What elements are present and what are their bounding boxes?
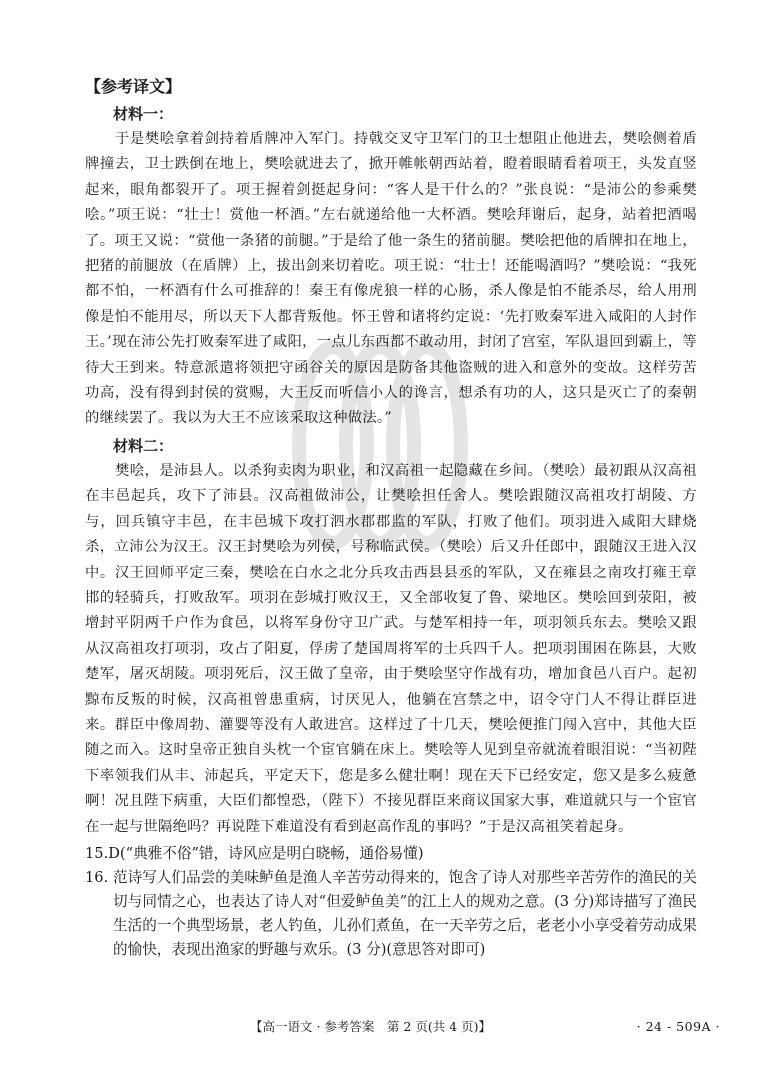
material-two-label: 材料二： [113,436,174,455]
answer-16-text: 范诗写人们品尝的美味鲈鱼是渔人辛苦劳动得来的，饱含了诗人对那些辛苦劳作的渔民的关切与同情之心，也表达了诗人对“但爱鲈鱼美”的江上人的规劝之意。(3 分)郑诗描写了渔民生活的一个典型场景，老人钓鱼，儿孙们煮鱼，在一天辛劳之后，老老小小享受着劳动成果的愉快，表现出渔家的野趣与欢乐。(3 分)(意思答对即可) [113,868,697,958]
answer-16 [85,866,697,962]
answer-15-number: 15. [85,844,109,862]
answer-content [85,74,697,962]
material-two-text: 樊哙，是沛县人。以杀狗卖肉为职业，和汉高祖一起隐藏在乡间。（樊哙）最初跟从汉高祖在丰邑起兵，攻下了沛县。汉高祖做沛公，让樊哙担任舍人。樊哙跟随汉高祖攻打胡陵、方与，回兵镇守丰邑，在丰邑城下攻打泗水郡郡监的军队，打败了他们。项羽进入咸阳大肆烧杀，立沛公为汉王。汉王封樊哙为列侯，号称临武侯。（樊哙）后又升任郎中，跟随汉王进入汉中。汉王回师平定三秦，樊哙在白水之北分兵攻击西县县丞的军队，又在雍县之南攻打雍王章邯的轻骑兵，打败敌军。项羽在彭城打败汉王，又全部收复了鲁、梁地区。樊哙回到荥阳，被增封平阴两千户作为食邑，以将军身份守卫广武。与楚军相持一年，项羽领兵东去。樊哙又跟从汉高祖攻打项羽，攻占了阳夏，俘虏了楚国周将军的士兵四千人。把项羽围困在陈县，大败楚军，屠灭胡陵。项羽死后，汉王做了皇帝，由于樊哙坚守作战有功，增加食邑八百户。起初黥布反叛的时候，汉高祖曾患重病，讨厌见人，他躺在宫禁之中，诏令守门人不得让群臣进来。群臣中像周勃、灌婴等没有人敢进宫。这样过了十几天，樊哙便推门闯入宫中，其他大臣随之而入。这时皇帝正独自头枕一个宦官躺在床上。樊哙等人见到皇帝就流着眼泪说：“当初陛下率领我们从丰、沛起兵，平定天下，您是多么健壮啊！现在天下已经安定，您又是多么疲惫啊！况且陛下病重，大臣们都惶恐，（陛下）不接见群臣来商议国家大事，难道就只与一个宦官在一起与世隔绝吗？再说陛下难道没有看到赵高作乱的事吗？”于是汉高祖笑着起身。 [85,462,697,835]
reference-translation-heading: 【参考译文】 [85,77,182,96]
page-footer [250,1018,720,1036]
material-one-text: 于是樊哙拿着剑持着盾牌冲入军门。持戟交叉守卫军门的卫士想阻止他进去，樊哙侧着盾牌撞去，卫士跌倒在地上，樊哙就进去了，掀开帷帐朝西站着，瞪着眼睛看着项王，头发直竖起来，眼角都裂开了。项王握着剑挺起身问：“客人是干什么的？”张良说：“是沛公的参乘樊哙。”项王说：“壮士！赏他一杯酒。”左右就递给他一大杯酒。樊哙拜谢后，起身，站着把酒喝了。项王又说：“赏他一条猪的前腿。”于是给了他一条生的猪前腿。樊哙把他的盾牌扣在地上，把猪的前腿放（在盾牌）上，拔出剑来切着吃。项王说：“壮士！还能喝酒吗？”樊哙说：“我死都不怕，一杯酒有什么可推辞的！秦王有像虎狼一样的心肠，杀人像是怕不能杀尽，给人用刑像是怕不能用尽，所以天下人都背叛他。怀王曾和诸将约定说：‘先打败秦军进入咸阳的人封作王。’现在沛公先打败秦军进了咸阳，一点儿东西都不敢动用，封闭了宫室，军队退回到霸上，等待大王到来。特意派遣将领把守函谷关的原因是防备其他盗贼的进入和意外的变故。这样劳苦功高，没有得到封侯的赏赐，大王反而听信小人的谗言，想杀有功的人，这只是灭亡了的秦朝的继续罢了。我以为大王不应该采取这种做法。” [85,131,697,427]
answer-15 [85,842,697,866]
answer-15-text: D(“典雅不俗”错，诗风应是明白晓畅，通俗易懂) [108,844,424,862]
footer-doc-code: · 24 - 509A · [636,1019,720,1034]
material-one-label: 材料一： [113,105,174,123]
footer-page-info: 【高一语文 · 参考答案 第 2 页(共 4 页)】 [250,1019,491,1034]
answer-16-number: 16. [85,868,109,886]
